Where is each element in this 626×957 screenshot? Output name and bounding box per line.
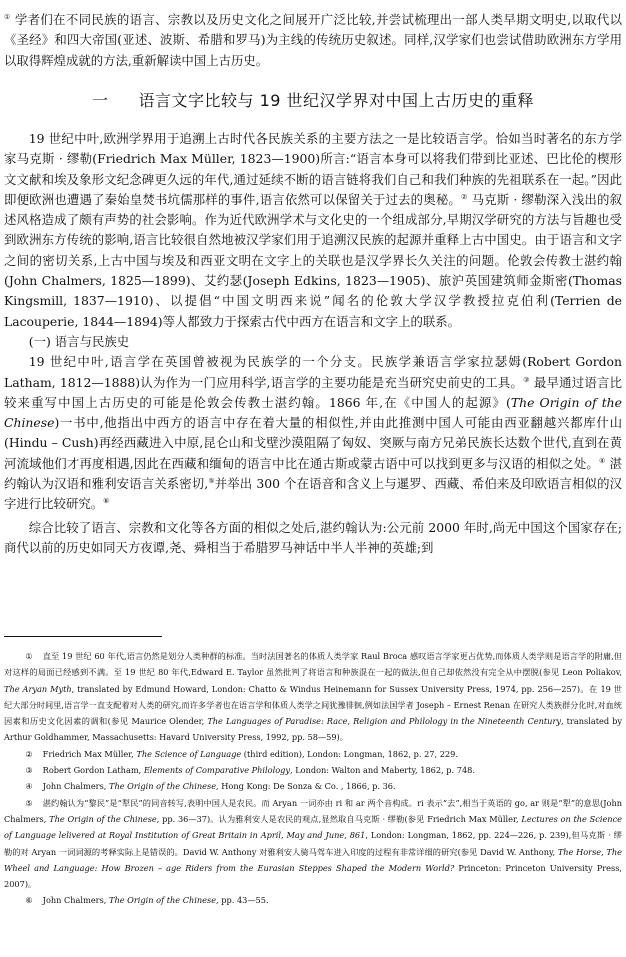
italic-title: The Aryan Myth xyxy=(4,683,72,694)
intro-text xyxy=(4,10,622,71)
italic-title: The Origin of the Chinese xyxy=(4,394,622,431)
text-run: , pp. 36—37)。认为雅利安人是农民的观点,显然取自马克斯 · 缪勒(参见 Friedrich Max Müller, xyxy=(156,813,522,824)
italic-title: The Languages of Paradise: Race, Religion and Philology in the Nineteenth Century xyxy=(207,716,561,727)
italic-title: The Origin of the Chinese xyxy=(108,781,217,792)
section-heading xyxy=(0,90,626,112)
text-run: Robert Gordon Latham, xyxy=(42,765,144,776)
text-run: Princeton: Princeton University Press, 2007)。 xyxy=(4,862,622,890)
footnote xyxy=(4,746,622,762)
text-run: 19 世纪中叶,欧洲学界用于追溯上古时代各民族关系的主要方法之一是比较语言学。恰如当时著名的东方学家马克斯 · 缪勒(Friedrich Max Müller, 1823—1900)所言:“语言本身可以将我们带到比亚述、巴比伦的楔形文文献和埃及象形文纪念碑更久远的年代,通过延续不断的语言链将我们自己和我们种族的先祖联系在一起。”因此即便欧洲也遭遇了秦始皇焚书坑儒那样的事件,语言依然可以保留关于过去的奥秘。 xyxy=(4,131,622,207)
text-run: , London: Longman, 1862, pp. 224—226, p. 239),但马克斯 · 缪勒的对 Aryan 一词词源的考释实际上是错误的。David W. Anthony 对雅利安人骑马驾车进入印度的过程有非常详细的研究(参见 David W. Anthony, xyxy=(4,830,622,857)
paragraph-1 xyxy=(4,129,622,332)
footnote-divider xyxy=(4,636,162,637)
text-run: , translated by Arthur Goldhammer, Massachusetts: Havard University Press, 1992, pp. 58—59)。 xyxy=(4,716,622,743)
section-number: 一 xyxy=(91,91,109,110)
italic-title: Elements of Comparative Philology xyxy=(143,765,291,776)
text-run: Friedrich Max Müller, xyxy=(42,748,137,759)
footnote-number: ⑤ xyxy=(25,797,33,808)
section-title: 语言文字比较与 19 世纪汉学界对中国上古历史的重释 xyxy=(138,91,535,110)
text-run: , Hong Kong: De Sonza & Co. , 1866, p. 36. xyxy=(216,781,396,792)
footnote xyxy=(4,795,622,893)
paragraph-3 xyxy=(4,518,622,559)
text-run: 湛约翰认为“黎民”是“犁民”的同音转写,表明中国人是农民。而 Aryan 一词亦由 ri 和 ar 两个音构成。ri 表示“去”,相当于英语的 go, ar 则是“犁”的意思(John Chalmers, xyxy=(4,797,622,824)
footnote-number: ② xyxy=(25,748,33,759)
text-run: 学者们在不同民族的语言、宗教以及历史文化之间展开广泛比较,并尝试梳理出一部人类早期文明史,以取代以《圣经》和四大帝国(亚述、波斯、希腊和罗马)为主线的传统历史叙述。同样,汉学家们也尝试借助欧洲东方学用以取得辉煌成就的方法,重新解读中国上古历史。 xyxy=(4,12,622,68)
text-run: 19 世纪中叶,语言学在英国曾被视为民族学的一个分支。民族学兼语言学家拉瑟姆(Robert Gordon Latham, 1812—1888)认为作为一门应用科学,语言学的主要功能是充当研究史前史的工具。 xyxy=(4,354,622,390)
footnote xyxy=(4,648,622,746)
subheading: (一) 语言与民族史 xyxy=(28,333,130,349)
footnote-ref: ① xyxy=(4,12,11,21)
text-run: 湛约翰认为汉语和雅利安语言关系密切, xyxy=(4,455,622,492)
intro-paragraph xyxy=(4,10,622,71)
footnote-number: ③ xyxy=(25,765,33,776)
footnote xyxy=(4,778,622,794)
text-run: , pp. 43—55. xyxy=(216,895,269,906)
text-run: 马克斯 · 缪勒深入浅出的叙述风格造成了颇有声势的社会影响。作为近代欧洲学术与文化史的一个组成部分,早期汉学研究的方法与旨趣也受到欧洲东方传统的影响,语言比较很自然地被汉学家们用于追溯汉民族的起源并重释上古中国史。由于语言和文字之间的密切关系,上古中国与埃及和西亚文明在文字上的关联也是汉学界长久关注的问题。伦敦会传教士湛约翰(John Chalmers, 1825—1899)、艾约瑟(Joseph Edkins, 1823—1905)、旅沪英国建筑师金斯密(Thomas Kingsmill, 1837—1910)、以提倡“中国文明西来说”闻名的伦敦大学汉学教授拉克伯利(Terrien de Lacouperie, 1844—1894)等人都致力于探索古代中西方在语言和文字上的联系。 xyxy=(4,191,622,329)
italic-title: Lectures on the Science of Language lelivered at Royal Institution of Great Britain in April, May and June, 861 xyxy=(4,813,622,841)
footnote-number: ④ xyxy=(25,781,33,792)
italic-title: The Science of Language xyxy=(136,748,242,759)
text-run: John Chalmers, xyxy=(42,895,109,906)
text-run: )一书中,他指出中西方的语言中存在着大量的相似性,并由此推测中国人可能由西亚翻越兴都库什山(Hindu – Cush)再经西藏进入中原,昆仑山和戈壁沙漠阻隔了匈奴、突厥与南方兄弟民族长达数个世代,直到在黄河流域他们才再度相遇,因此在西藏和缅甸的语言中比在通古斯或蒙古语中可以找到更多与汉语的相似之处。 xyxy=(4,415,622,471)
text-run: John Chalmers, xyxy=(42,781,109,792)
footnote-ref: ⑥ xyxy=(103,497,110,506)
footnote-ref: ④ xyxy=(599,456,606,465)
text-run: 并举出 300 个在语音和含义上与暹罗、西藏、希伯来及印欧语言相似的汉字进行比较研究。 xyxy=(4,476,622,512)
text-run: 直至 19 世纪 60 年代,语言仍然是划分人类种群的标准。当时法国著名的体质人类学家 Raul Broca 感叹语言学家更占优势,而体质人类学则是语言学的附庸,但对这样的局面已经感到不满。至 19 世纪 80 年代,Edward E. Taylor 虽然批判了将语言和种族混在一起的做法,但自己却依然没有完全从中摆脱(参见 Leon Poliakov, xyxy=(4,651,622,678)
italic-title: The Origin of the Chinese xyxy=(49,813,157,824)
footnote-number: ① xyxy=(25,651,33,661)
footnote xyxy=(4,892,622,908)
footnotes xyxy=(4,648,622,909)
text-run: 最早通过语言比较来重写中国上古历史的可能是伦敦会传教士湛约翰。1866 年,在《中国人的起源》( xyxy=(4,374,622,410)
italic-title: The Origin of the Chinese xyxy=(108,895,217,906)
main-body xyxy=(4,129,622,558)
text-run: , London: Walton and Maberty, 1862, p. 748. xyxy=(290,765,475,776)
footnote-ref: ⑤ xyxy=(208,476,215,485)
text-run: (third edition), London: Longman, 1862, p. 27, 229. xyxy=(241,748,458,759)
footnote xyxy=(4,762,622,778)
text-run: 综合比较了语言、宗教和文化等各方面的相似之处后,湛约翰认为:公元前 2000 年时,尚无中国这个国家存在;商代以前的历史如同天方夜谭,尧、舜相当于希腊罗马神话中半人半神的英雄;到 xyxy=(4,519,622,555)
italic-title: The Horse, The Wheel and Language: How Brozen – age Riders from the Eurasian Steppes Shaped the Modern World? xyxy=(4,846,622,873)
text-run: , translated by Edmund Howard, London: Chatto & Windus Heinemann for Sussex University Press, 1974, pp. 256—257)。在 19 世纪大部分时间里,语言学一直支配着对人类的研究,而许多学者也在语言学和体质人类学之间犹豫徘徊,例如法国学者 Joseph – Ernest Renan 在研究人类族群分化时,对血统因素和历史文化因素的调和(参见 Maurice Olender, xyxy=(4,683,622,727)
footnote-ref: ② xyxy=(461,192,468,201)
footnote-number: ⑥ xyxy=(25,895,33,906)
paragraph-2 xyxy=(4,352,622,514)
footnote-ref: ③ xyxy=(523,375,530,384)
